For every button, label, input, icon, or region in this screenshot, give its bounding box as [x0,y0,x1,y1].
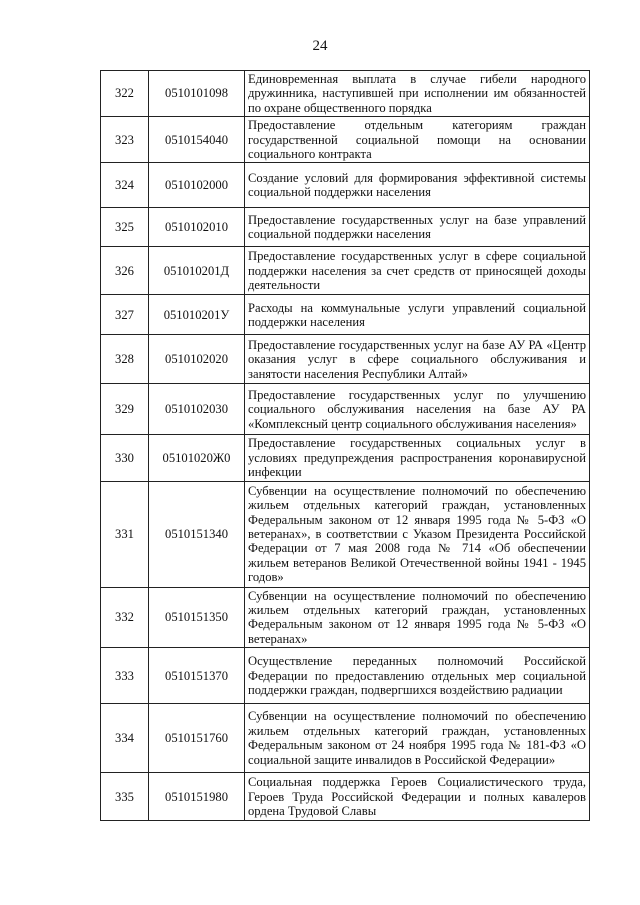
table-row [101,208,590,247]
row-number: 334 [101,704,149,773]
row-code: 0510151370 [149,648,245,704]
table-row [101,648,590,704]
row-number: 332 [101,587,149,648]
row-number: 330 [101,435,149,481]
row-code: 0510154040 [149,117,245,163]
table-row [101,117,590,163]
row-description: Осуществление переданных полномочий Российской Федерации по предоставлению отдельных мер социальной поддержки граждан, подвергшихся воздействию радиации [245,648,590,704]
row-description: Предоставление государственных социальных услуг в условиях предупреждения распространения коронавирусной инфекции [245,435,590,481]
row-number: 333 [101,648,149,704]
row-description: Расходы на коммунальные услуги управлений социальной поддержки населения [245,295,590,335]
page-number: 24 [312,38,328,54]
row-number: 324 [101,163,149,208]
row-description: Предоставление государственных услуг на базе АУ РА «Центр оказания услуг в сфере социального обслуживания и занятости населения Республики Алтай» [245,335,590,384]
row-number: 335 [101,773,149,821]
row-number: 327 [101,295,149,335]
row-code: 051010201У [149,295,245,335]
row-description: Субвенции на осуществление полномочий по обеспечению жильем отдельных категорий граждан, установленных Федеральным законом от 12 января 1995 года № 5-ФЗ «О ветеранах» [245,587,590,648]
table-row [101,163,590,208]
row-code: 0510102020 [149,335,245,384]
row-description: Предоставление государственных услуг в сфере социальной поддержки населения за счет средств от приносящей доходы деятельности [245,247,590,295]
row-description: Предоставление отдельным категориям граждан государственной социальной помощи на основании социального контракта [245,117,590,163]
row-code: 0510151980 [149,773,245,821]
table-row [101,773,590,821]
row-number: 328 [101,335,149,384]
table-row [101,295,590,335]
row-description: Предоставление государственных услуг на базе управлений социальной поддержки населения [245,208,590,247]
table-row [101,247,590,295]
row-number: 326 [101,247,149,295]
row-number: 325 [101,208,149,247]
row-number: 331 [101,481,149,587]
row-number: 322 [101,71,149,117]
row-code: 051010201Д [149,247,245,295]
table-row [101,704,590,773]
row-number: 323 [101,117,149,163]
table-row [101,335,590,384]
budget-code-table [100,70,590,821]
table-row [101,587,590,648]
table-row [101,435,590,481]
row-number: 329 [101,384,149,435]
row-code: 0510102030 [149,384,245,435]
row-description: Предоставление государственных услуг по улучшению социального обслуживания населения на базе АУ РА «Комплексный центр социального обслуживания населения» [245,384,590,435]
row-code: 0510151340 [149,481,245,587]
row-code: 0510151350 [149,587,245,648]
row-code: 0510102000 [149,163,245,208]
row-description: Субвенции на осуществление полномочий по обеспечению жильем отдельных категорий граждан, установленных Федеральным законом от 12 января 1995 года № 5-ФЗ «О ветеранах», в соответствии с Указом Президента Российской Федерации от 7 мая 2008 года № 714 «Об обеспечении жильем ветеранов Великой Отечественной войны 1941 - 1945 годов» [245,481,590,587]
row-code: 0510101098 [149,71,245,117]
row-code: 0510102010 [149,208,245,247]
table-row [101,384,590,435]
row-code: 05101020Ж0 [149,435,245,481]
table-row [101,71,590,117]
row-description: Социальная поддержка Героев Социалистического труда, Героев Труда Российской Федерации и полных кавалеров ордена Трудовой Славы [245,773,590,821]
row-description: Субвенции на осуществление полномочий по обеспечению жильем отдельных категорий граждан, установленных Федеральным законом от 24 ноября 1995 года № 181-ФЗ «О социальной защите инвалидов в Российской Федерации» [245,704,590,773]
row-description: Единовременная выплата в случае гибели народного дружинника, наступившей при исполнении им обязанностей по охране общественного порядка [245,71,590,117]
row-code: 0510151760 [149,704,245,773]
table-row [101,481,590,587]
row-description: Создание условий для формирования эффективной системы социальной поддержки населения [245,163,590,208]
